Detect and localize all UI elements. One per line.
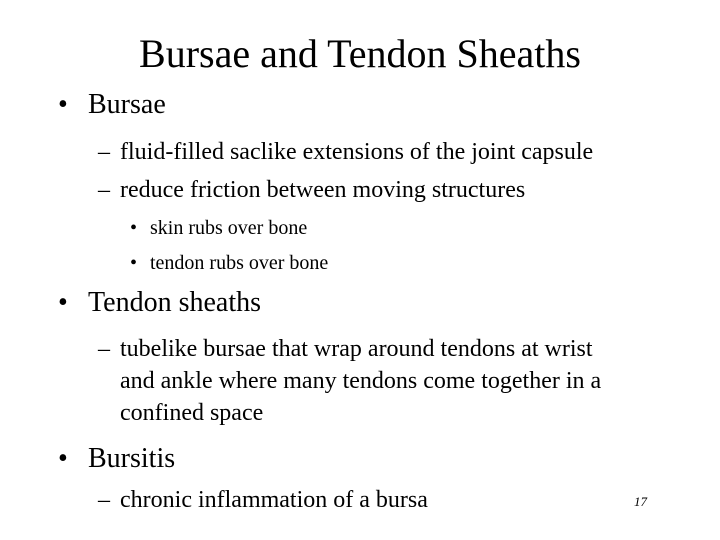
bullet-icon: • [58,89,68,120]
subpoint-text: fluid-filled saclike extensions of the joint capsule [120,139,594,165]
dash-icon: – [98,336,110,362]
bullet-icon: • [130,252,138,274]
bullet-icon: • [58,443,68,474]
bullet-label: Bursitis [88,443,176,474]
sub-subpoint-text: skin rubs over bone [150,217,308,239]
dash-icon: – [98,177,110,203]
sub-subpoint-skin [130,215,307,241]
bullet-icon: • [58,287,68,318]
subpoint-text: tubelike bursae that wrap around tendons at wrist [120,336,593,362]
subpoint-continuation: and ankle where many tendons come together in a [120,368,602,394]
sub-subpoint-tendon [130,250,328,276]
dash-icon: – [98,487,110,513]
subpoint-continuation: confined space [120,400,264,426]
bullet-icon: • [130,217,138,239]
bullet-label: Bursae [88,89,166,120]
dash-icon: – [98,139,110,165]
sub-subpoint-text: tendon rubs over bone [150,252,329,274]
slide-title: Bursae and Tendon Sheaths [139,31,581,76]
subpoint-text: chronic inflammation of a bursa [120,487,428,513]
bullet-bursitis [58,442,175,476]
page-number: 17 [634,494,647,509]
subpoint-reduce-friction [98,175,525,205]
subpoint-tubelike [98,334,593,364]
bullet-label: Tendon sheaths [88,287,262,318]
subpoint-text: reduce friction between moving structures [120,177,526,203]
subpoint-fluid-filled [98,137,593,167]
subpoint-chronic [98,485,428,515]
bullet-tendon-sheaths [58,286,261,320]
bullet-bursae [58,88,166,122]
